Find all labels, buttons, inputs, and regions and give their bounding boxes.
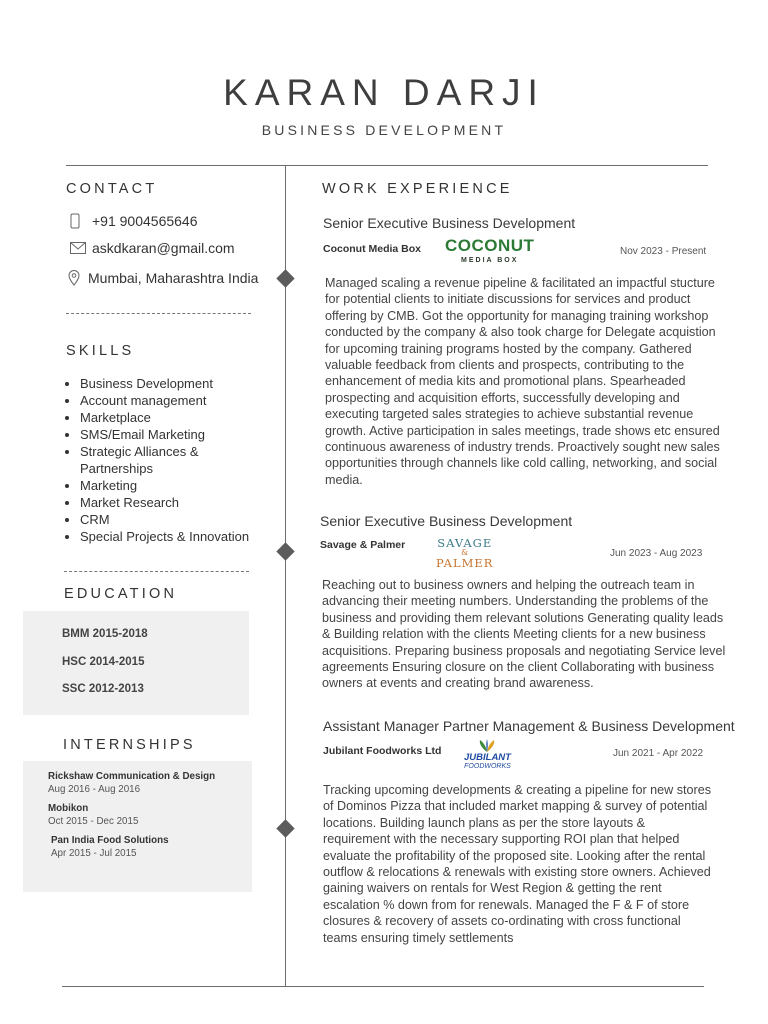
job-description: Tracking upcoming developments & creating a pipeline for new stores of Dominos Pizza that included market mapping & survey of potential locations. Building launch plans as per the store layouts & requirement with the necessary supporting ROI plan that helped evaluate the profitability of the proposed site. Looking after the rental outflow & relocations & renewals with existing store owners. Achieved gaining waivers on rentals for West Region & getting the rent escalation % down from for renewals. Managed the F & F of store closures & recovery of assets co-ordinating with cross functional teams ensuring timely settlements: [323, 783, 712, 945]
education-item: SSC 2012-2013: [62, 683, 144, 695]
logo-text: SAVAGE: [437, 536, 493, 550]
phone-number: +91 9004565646: [92, 213, 198, 229]
contact-email[interactable]: [70, 240, 235, 256]
education-item: HSC 2014-2015: [62, 656, 145, 668]
contact-separator: [66, 313, 251, 314]
company-name: Savage & Palmer: [320, 539, 406, 551]
internship-name: Pan India Food Solutions: [51, 835, 169, 846]
logo-text: PALMER: [436, 556, 494, 570]
phone-icon: [70, 213, 92, 229]
job-dates: Nov 2023 - Present: [620, 246, 707, 257]
location-pin-icon: [68, 270, 88, 286]
skill-item: • Strategic Alliances & Partnerships: [80, 443, 230, 477]
job-dates: Jun 2023 - Aug 2023: [610, 548, 703, 559]
location-text: Mumbai, Maharashtra India: [88, 270, 259, 286]
savage-palmer-logo: [436, 538, 493, 568]
coconut-media-box-logo: [445, 238, 534, 268]
internship-name: Mobikon: [48, 803, 89, 814]
skills-heading: SKILLS: [66, 343, 135, 359]
skill-item: • Marketplace: [80, 409, 280, 426]
contact-phone[interactable]: [70, 213, 198, 229]
logo-text: COCONUT: [445, 236, 535, 255]
skill-item: • Business Development: [80, 375, 280, 392]
job-title: Senior Executive Business Development: [323, 215, 576, 231]
job-dates: Jun 2021 - Apr 2022: [613, 748, 704, 759]
job-description: Managed scaling a revenue pipeline & facilitated an impactful stucture for potential clients to initiate discussions for services and product offering by CMB. Got the opportunity for managing training workshop conducted by the company & also took charge for Delegate acquistion for upcoming training programs hosted by the company. Gathered valuable feedback from clients and prospects, contributing to the enhancement of media kits and promotional plans. Spearheaded prospecting and acquisition efforts, successfully developing and executing targeted sales strategies to achieve substantial revenue growth. Active participation in sales meetings, trade shows etc ensured continuous awareness of industry trends. Proactively sought new sales opportunities through channels like cold calling, networking, and social media.: [325, 276, 720, 487]
job-description: Reaching out to business owners and helping the outreach team in advancing their meeting numbers. Understanding the problems of the business and providing them relevant solutions Generating quality leads & Building relation with the clients Meeting clients for a new business acquisitions. Preparing business proposals and negotiating Service level agreements Ensuring closure on the client Collaborating with business owners at events and creating brand awareness.: [322, 578, 726, 691]
internship-dates: Apr 2015 - Jul 2015: [51, 848, 137, 859]
candidate-name: KARAN DARJI: [223, 72, 545, 113]
skill-item: • SMS/Email Marketing: [80, 426, 280, 443]
logo-subtext: FOODWORKS: [464, 763, 511, 770]
skill-item: • Marketing: [80, 477, 280, 494]
internships-heading: INTERNSHIPS: [63, 737, 196, 753]
logo-subtext: MEDIA BOX: [461, 257, 519, 264]
company-name: Jubilant Foodworks Ltd: [323, 745, 442, 757]
envelope-icon: [70, 242, 92, 254]
logo-ampersand: &: [461, 548, 469, 557]
timeline-diamond: [276, 269, 294, 287]
internship-dates: Oct 2015 - Dec 2015: [48, 816, 139, 827]
internship-name: Rickshaw Communication & Design: [48, 771, 216, 782]
work-heading: WORK EXPERIENCE: [322, 181, 513, 197]
timeline-diamond: [276, 819, 294, 837]
candidate-role: BUSINESS DEVELOPMENT: [261, 122, 507, 138]
leaf-icon: [474, 739, 500, 753]
timeline-line: [285, 165, 286, 986]
education-heading: EDUCATION: [64, 586, 178, 602]
skills-list: [64, 375, 280, 545]
skill-item: • CRM: [80, 511, 280, 528]
skill-item: • Market Research: [80, 494, 280, 511]
job-title: Assistant Manager Partner Management & Business Development: [323, 718, 735, 734]
contact-heading: CONTACT: [66, 181, 158, 197]
skill-item: • Special Projects & Innovation: [80, 528, 280, 545]
job-title: Senior Executive Business Development: [320, 513, 573, 529]
company-name: Coconut Media Box: [323, 243, 422, 255]
timeline-diamond: [276, 542, 294, 560]
top-divider: [66, 165, 708, 166]
bottom-divider: [62, 986, 704, 987]
skills-separator: [64, 571, 249, 572]
logo-text: JUBILANT: [464, 752, 511, 763]
email-address: askdkaran@gmail.com: [92, 240, 235, 256]
skill-item: • Account management: [80, 392, 280, 409]
contact-location: [68, 270, 258, 286]
internship-dates: Aug 2016 - Aug 2016: [48, 784, 141, 795]
education-item: BMM 2015-2018: [62, 628, 148, 640]
jubilant-foodworks-logo: [464, 739, 511, 771]
